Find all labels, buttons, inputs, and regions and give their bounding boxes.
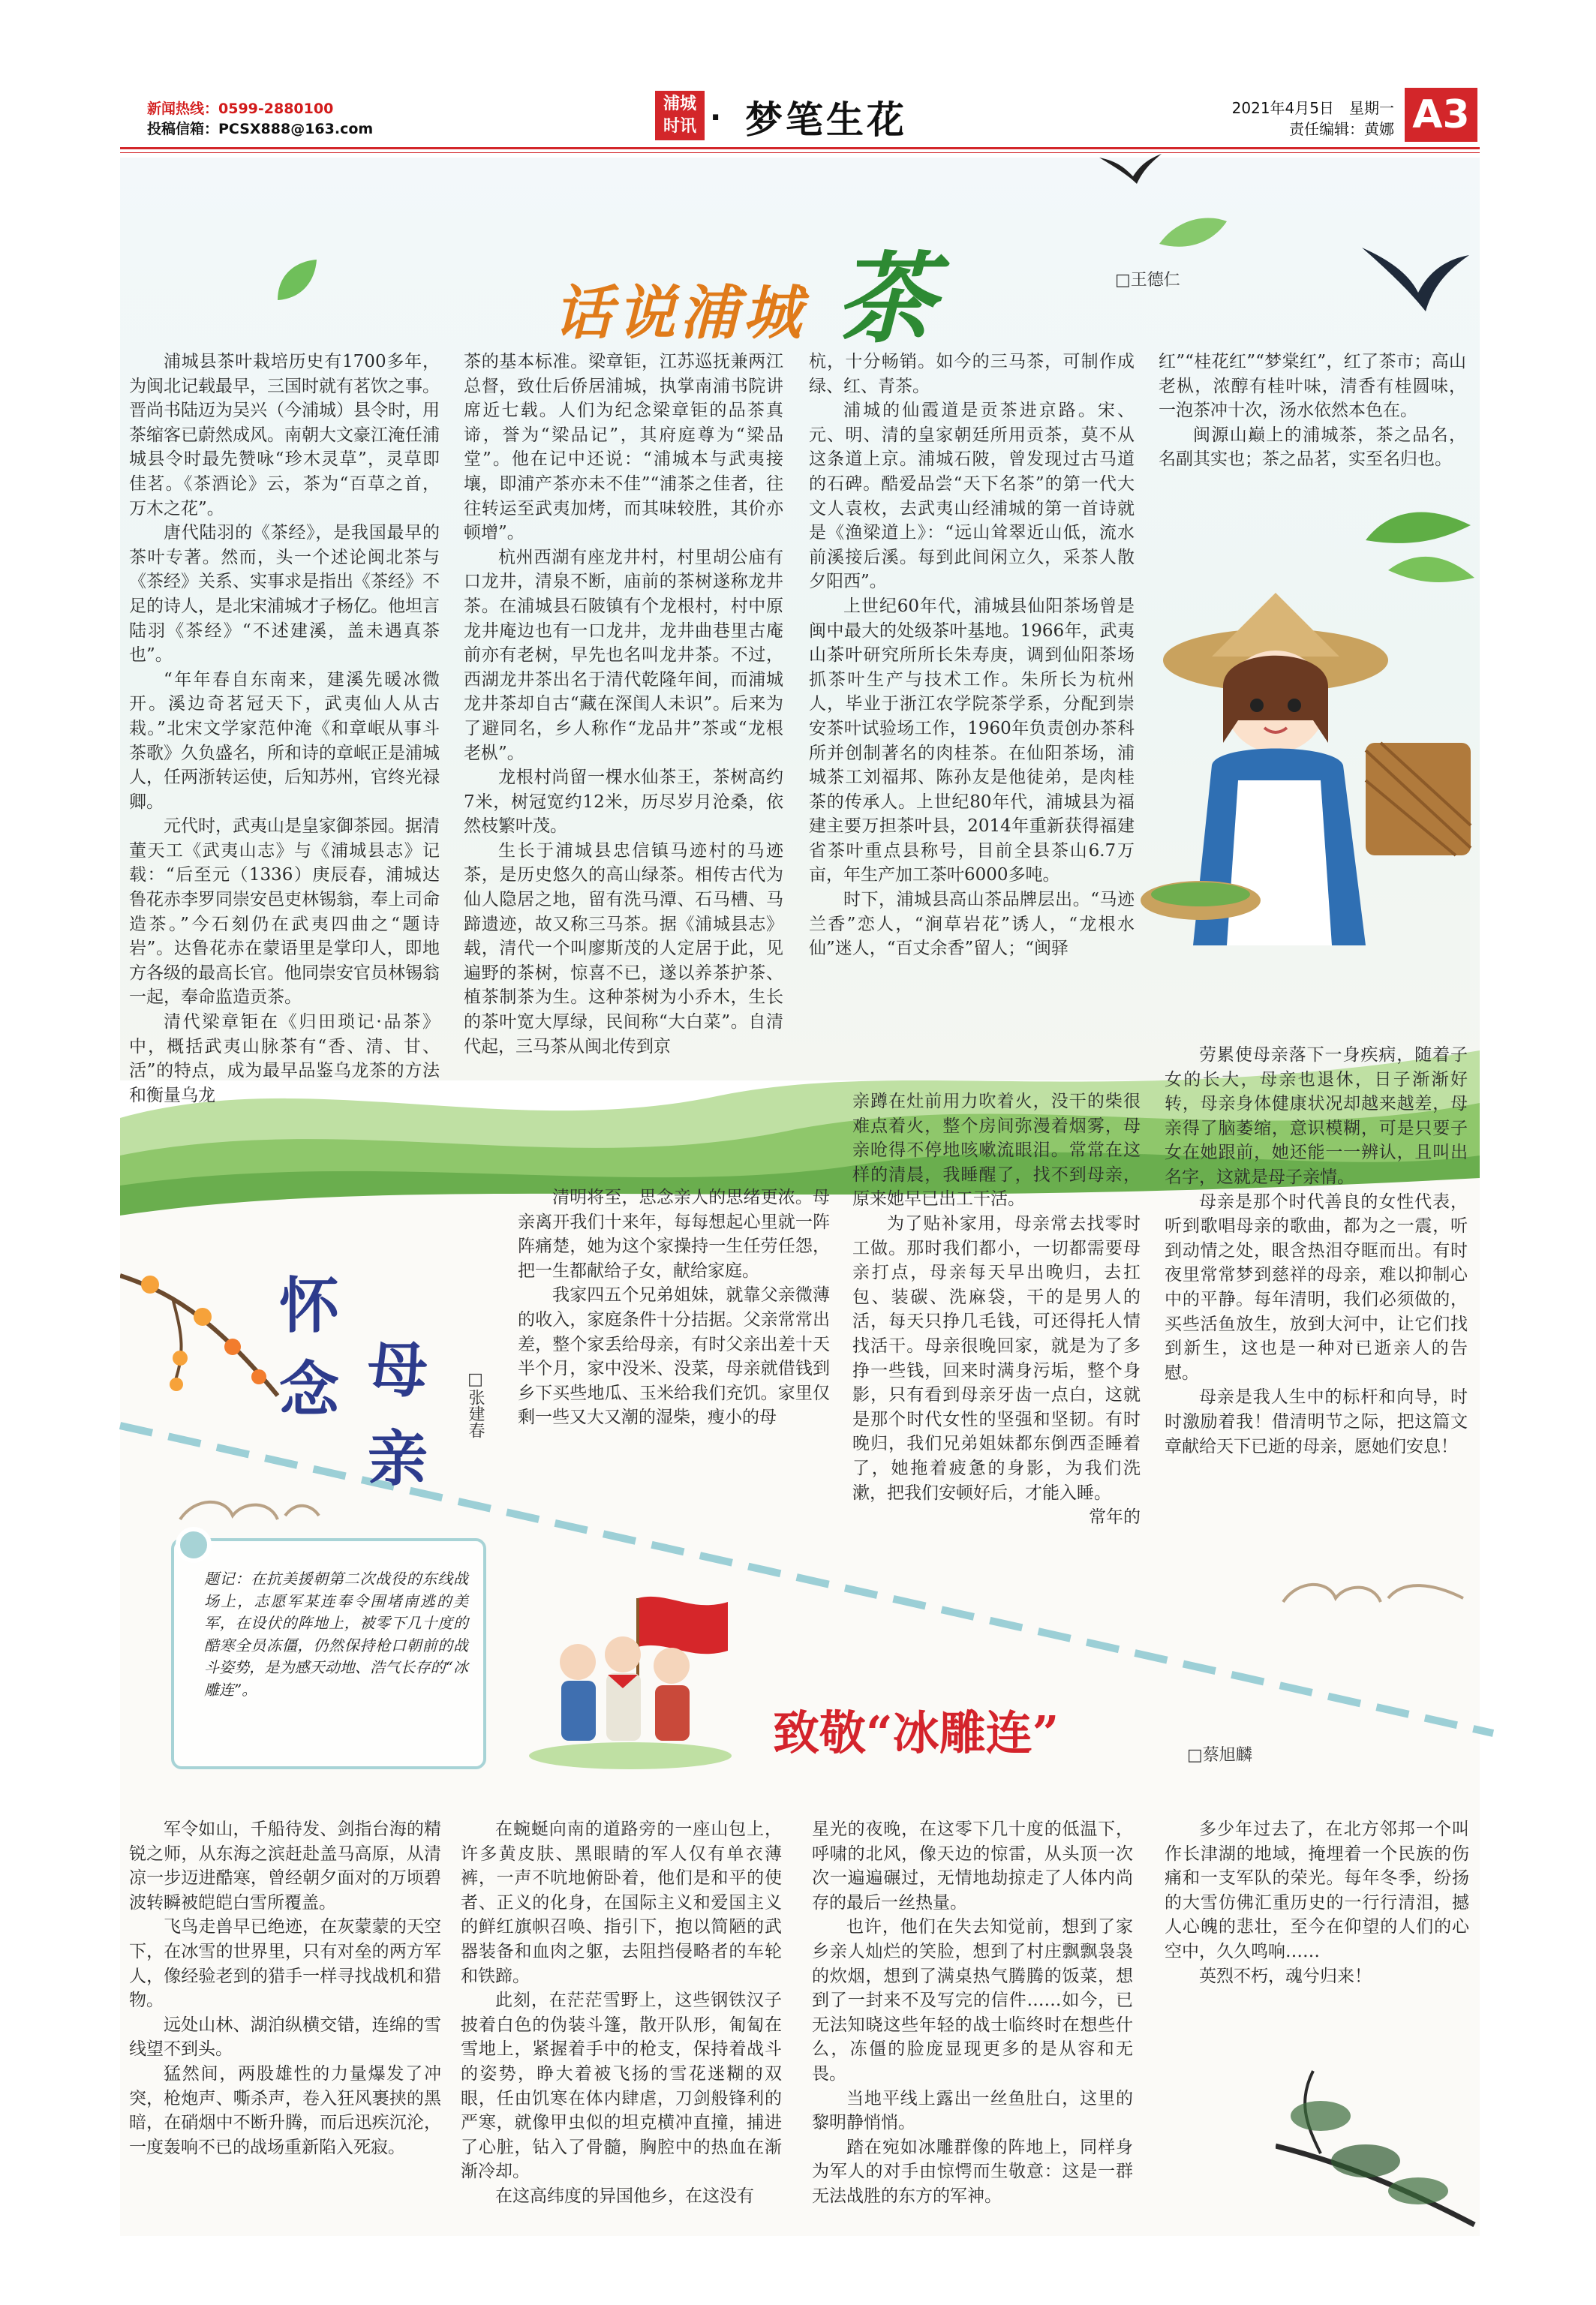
tea-article-byline: □王德仁: [1115, 271, 1180, 290]
ice-company-title: 致敬“冰雕连”: [773, 1705, 1059, 1760]
paragraph: 清代梁章钜在《归田琐记·品茶》中，概括武夷山脉茶有“香、清、甘、活”的特点，成为最早品鉴乌龙茶的方法和衡量乌龙: [129, 1012, 440, 1105]
paragraph: 星光的夜晚，在这零下几十度的低温下，呼啸的北风，像天边的惊雷，从头顶一次次一遍遍碾过，无情地劫掠走了人体内尚存的最后一丝热量。: [812, 1820, 1133, 1913]
paragraph: 英烈不朽，魂兮归来！: [1199, 1966, 1372, 1986]
brand-bottom: 时讯: [663, 117, 696, 136]
masthead-info: [1220, 98, 1394, 140]
paragraph: 军令如山，千船待发、剑指台海的精锐之师，从东海之滨赶赴盖马高原，从清凉一步迈进酷寒，曾经朝夕面对的万顷碧波转瞬被皑皑白雪所覆盖。: [129, 1820, 441, 1913]
paragraph: 清明将至，思念亲人的思绪更浓。母亲离开我们十来年，每每想起心里就一阵阵痛楚，她为这个家操持一生任劳任怨，把一生都献给子女，献给家庭。: [518, 1188, 830, 1281]
paragraph: 也许，他们在失去知觉前，想到了家乡亲人灿烂的笑脸，想到了村庄飘飘袅袅的炊烟，想到了满桌热气腾腾的饭菜，想到了一封来不及写完的信件……如今，已无法知晓这些年轻的战士临终时在想些什么，冻僵的脸庞显现更多的是从容和无畏。: [812, 1917, 1133, 2084]
paragraph: 猛然间，两股雄性的力量爆发了冲突，枪炮声、嘶杀声，卷入狂风裹挟的黑暗，在硝烟中不断升腾，而后迅疾沉沦，一度轰响不已的战场重新陷入死寂。: [129, 2063, 441, 2157]
paragraph: 龙根村尚留一棵水仙茶王，茶树高约7米，树冠宽约12米，历尽岁月沧桑，依然枝繁叶茂。: [464, 768, 783, 837]
title-text: 话说浦城: [554, 279, 807, 347]
paragraph: 红”“桂花红”“梦棠红”，红了茶市；高山老枞，浓醇有桂叶味，清香有桂圆味，一泡茶冲十次，汤水依然本色在。: [1159, 352, 1466, 421]
plum-blossom-branch-illustration: [120, 1246, 285, 1411]
paragraph: 浦城县茶叶栽培历史有1700多年，为闽北记载最早，三国时就有茗饮之事。晋尚书陆迈为吴兴（今浦城）县令时，用茶缩客已蔚然成风。南朝大文豪江淹任浦城县令时最先赞咏“珍木灵草”，灵草即佳茗。《茶酒论》云，茶为“百草之首，万木之花”。: [129, 352, 440, 518]
ice-column-3: [812, 1817, 1133, 2209]
ice-column-2: [461, 1817, 782, 2209]
paragraph: 闽源山巅上的浦城茶，茶之品名，名副其实也；茶之品茗，实至名归也。: [1159, 425, 1466, 470]
ice-column-4: [1165, 1817, 1469, 1988]
tea-article-title: [554, 219, 939, 362]
page-section-title: 梦笔生花: [745, 98, 907, 142]
masthead-rule-thin: [120, 152, 1480, 153]
tea-column-4: [1159, 350, 1466, 472]
tea-column-2: [464, 350, 783, 1059]
masthead-contact: [147, 99, 373, 140]
tea-column-3: [809, 350, 1135, 961]
mother-column-2: [852, 1089, 1141, 1530]
editor-line: 责任编辑：黄娜: [1289, 120, 1394, 138]
mother-title-char: 母: [368, 1335, 428, 1405]
epigraph-dot: [176, 1527, 212, 1563]
mother-title-char: 亲: [368, 1423, 428, 1494]
brand-top: 浦城: [663, 95, 696, 113]
paragraph: 劳累使母亲落下一身疾病，随着子女的长大，母亲也退休，日子渐渐好转，母亲身体健康状况却越来越差，母亲得了脑萎缩，意识模糊，可是只要子女在她跟前，她还能一一辨认，且叫出名字，这就是母子亲情。: [1165, 1045, 1468, 1187]
paragraph: 生长于浦城县忠信镇马迹村的马迹茶，是历史悠久的高山绿茶。相传古代为仙人隐居之地，留有洗马潭、石马槽、马蹄遗迹，故又称三马茶。据《浦城县志》载，清代一个叫廖斯茂的人定居于此，见遍野的茶树，惊喜不已，遂以养茶护茶、植茶制茶为生。这种茶树为小乔木，生长的茶叶宽大厚绿，民间称“大白菜”。自清代起，三马茶从闽北传到京: [464, 840, 783, 1056]
title-big-char: 茶: [836, 241, 940, 357]
mother-column-3: [1165, 1043, 1468, 1459]
issue-date: 2021年4月5日 星期一: [1231, 99, 1394, 117]
news-hotline: 新闻热线：0599-2880100: [147, 101, 334, 117]
cloud-ornament: [1276, 1564, 1471, 1617]
tea-picking-girl-illustration: [1141, 495, 1478, 960]
mother-column-1: [518, 1186, 830, 1430]
paragraph: 在蜿蜒向南的道路旁的一座山包上，许多黄皮肤、黑眼睛的军人仅有单衣薄裤，一声不吭地俯卧着，他们是和平的使者、正义的化身，在国际主义和爱国主义的鲜红旗帜召唤、指引下，抱以简陋的武器装备和血肉之躯，去阻挡侵略者的车轮和铁蹄。: [461, 1820, 782, 1986]
cloud-ornament: [173, 1486, 323, 1531]
tea-column-1: [129, 350, 440, 1107]
paragraph: “年年春自东南来，建溪先暖冰微开。溪边奇茗冠天下，武夷仙人从古栽。”北宋文学家范仲淹《和章岷从事斗茶歌》久负盛名，所和诗的章岷正是浦城人，任两浙转运使，后知苏州，官终光禄卿。: [129, 669, 440, 812]
paragraph: 多少年过去了，在北方邻邦一个叫作长津湖的地域，掩埋着一个民族的伤痛和一支军队的荣光。每年冬季，纷扬的大雪仿佛汇重历史的一行行清泪，撼人心魄的悲壮，至今在仰望的人们的心空中，久久鸣响……: [1165, 1820, 1469, 1961]
ice-column-1: [129, 1817, 441, 2159]
tea-leaf-icon: [1156, 210, 1231, 255]
young-pioneers-flag-illustration: [525, 1583, 735, 1771]
paragraph: 茶的基本标准。梁章钜，江苏巡抚兼两江总督，致仕后侨居浦城，执掌南浦书院讲席近七载。人们为纪念梁章钜的品茶真谛，誉为“梁品记”，其府庭尊为“梁品堂”。他在记中还说：“浦城本与武夷接壤，即浦产茶亦未不佳”“浦茶之佳者，往往转运至武夷加烤，而其味较胜，其价亦顿增”。: [464, 352, 783, 543]
paragraph: 杭州西湖有座龙井村，村里胡公庙有口龙井，清泉不断，庙前的茶树遂称龙井茶。在浦城县石陂镇有个龙根村，村中原龙井庵边也有一口龙井，龙井曲巷里古庵前亦有老树，早先也名叫龙井茶。不过，西湖龙井茶出名于清代乾隆年间，而浦城龙井茶却自古“藏在深闺人未识”。后来为了避同名，乡人称作“龙品井”茶或“龙根老枞”。: [464, 547, 783, 763]
masthead-rule: [120, 147, 1480, 149]
pine-branch-illustration: [1276, 2056, 1478, 2228]
tea-leaf-icon: [270, 255, 323, 308]
paragraph: 元代时，武夷山是皇家御茶园。据清董天工《武夷山志》与《浦城县志》记载：“后至元（1336）庚辰春，浦城达鲁花赤李罗同崇安邑吏林锡翁，奉上司命造茶。”今石刻仍在武夷四曲之“题诗岩”。达鲁花赤在蒙语里是掌印人，即地方各级的最高长官。他同崇安官员林锡翁一起，奉命监造贡茶。: [129, 816, 440, 1008]
paragraph: 唐代陆羽的《茶经》，是我国最早的茶叶专著。然而，头一个述论闽北茶与《茶经》关系、实事求是指出《茶经》不足的诗人，是北宋浦城才子杨亿。他坦言陆羽《茶经》“不述建溪，盖未遇真茶也”。: [129, 523, 440, 666]
paragraph: 常年的: [1089, 1507, 1141, 1528]
paragraph: 时下，浦城县高山茶品牌层出。“马迹兰香”恋人，“涧草岩花”诱人，“龙根水仙”迷人，“百丈余香”留人；“闽驿: [809, 890, 1135, 959]
paragraph: 母亲是那个时代善良的女性代表，听到歌唱母亲的歌曲，都为之一震，听到动情之处，眼含热泪夺眶而出。有时夜里常常梦到慈祥的母亲，难以抑制心中的平静。每年清明，我们必须做的，买些活鱼放生，放到大河中，让它们找到新生，这也是一种对已逝亲人的告慰。: [1165, 1192, 1468, 1383]
paragraph: 当地平线上露出一丝鱼肚白，这里的黎明静悄悄。: [812, 2088, 1133, 2133]
paragraph: 为了贴补家用，母亲常去找零时工做。那时我们都小，一切都需要母亲打点，母亲每天早出晚归，去扛包、装碳、洗麻袋，干的是男人的活，每天只挣几毛钱，可还得托人情找活干。母亲很晚回家，就是为了多挣一些钱，回来时满身污垢，整个身影，只有看到母亲牙齿一点白，这就是那个时代女性的坚强和坚韧。有时晚归，我们兄弟姐妹都东倒西歪睡着了，她拖着疲惫的身影，为我们洗漱，把我们安顿好后，才能入睡。: [852, 1213, 1141, 1503]
title-dot: ·: [710, 101, 722, 135]
epigraph-text: 题记：在抗美援朝第二次战役的东线战场上，志愿军某连奉令围堵南逃的美军，在设伏的阵地上，被零下几十度的酷寒全员冻僵，仍然保持枪口朝前的战斗姿势，是为感天动地、浩气长存的“冰雕连”。: [204, 1570, 468, 1699]
paragraph: 此刻，在茫茫雪野上，这些钢铁汉子披着白色的伪装斗篷，散开队形，匍匐在雪地上，紧握着手中的枪支，保持着战斗的姿势，睁大着被飞扬的雪花迷糊的双眼，任由饥寒在体内肆虐，刀剑般锋利的严寒，就像甲虫似的坦克横冲直撞，捕进了心脏，钻入了骨髓，胸腔中的热血在渐渐冷却。: [461, 1991, 782, 2182]
swallow-icon: [1096, 143, 1163, 188]
paragraph: 我家四五个兄弟姐妹，就靠父亲微薄的收入，家庭条件十分拮据。父亲常常出差，整个家丢给母亲，有时父亲出差十天半个月，家中没米、没菜，母亲就借钱到乡下买些地瓜、玉米给我们充饥。家里仅剩一些又大又潮的湿柴，瘦小的母: [518, 1285, 830, 1428]
mother-title-char: 怀: [279, 1270, 339, 1341]
paragraph: 杭，十分畅销。如今的三马茶，可制作成绿、红、青茶。: [809, 352, 1135, 396]
swallow-icon: [1358, 240, 1471, 315]
mother-article-byline: □张建春: [466, 1370, 485, 1438]
submission-email: 投稿信箱：PCSX888@163.com: [147, 121, 374, 137]
paragraph: 飞鸟走兽早已绝迹，在灰蒙蒙的天空下，在冰雪的世界里，只有对垒的两方军人，像经验老到的猎手一样寻找战机和猎物。: [129, 1917, 441, 2011]
paragraph: 在这高纬度的异国他乡，在这没有: [495, 2186, 754, 2206]
paragraph: 踏在宛如冰雕群像的阵地上，同样身为军人的对手由惊愕而生敬意：这是一群无法战胜的东方的军神。: [812, 2137, 1133, 2206]
paragraph: 浦城的仙霞道是贡茶进京路。宋、元、明、清的皇家朝廷所用贡茶，莫不从这条道上京。浦城石陂，曾发现过古马道的石碑。酷爱品尝“天下名茶”的第一代大文人袁枚，去武夷山经浦城的第一首诗就是《渔梁道上》：“远山耸翠近山低，流水前溪接后溪。每到此间闲立久，采茶人散夕阳西”。: [809, 401, 1135, 592]
paragraph: 母亲是我人生中的标杆和向导，时时激励着我！借清明节之际，把这篇文章献给天下已逝的母亲，愿她们安息！: [1165, 1387, 1468, 1456]
page-number-badge: A3: [1405, 88, 1477, 142]
newspaper-brand-logo: [655, 91, 705, 140]
paragraph: 亲蹲在灶前用力吹着火，没干的柴很难点着火，整个房间弥漫着烟雾，母亲呛得不停地咳嗽流眼泪。常常在这样的清晨，我睡醒了，找不到母亲，原来她早已出工干活。: [852, 1092, 1141, 1210]
mother-title-char: 念: [279, 1354, 339, 1425]
paragraph: 上世纪60年代，浦城县仙阳茶场曾是闽中最大的处级茶叶基地。1966年，武夷山茶叶研究所所长朱寿庚，调到仙阳茶场抓茶叶生产与技术工作。朱所长为杭州人，毕业于浙江农学院茶学系，分配到崇安茶叶试验场工作，1960年负责创办茶科所并创制著名的肉桂茶。在仙阳茶场，浦城茶工刘福邦、陈孙友是他徒弟，是肉桂茶的传承人。上世纪80年代，浦城县为福建主要万担茶叶县，2014年重新获得福建省茶叶重点县称号，目前全县茶山6.7万亩，年生产加工茶叶6000多吨。: [809, 596, 1135, 885]
paragraph: 远处山林、湖泊纵横交错，连绵的雪线望不到头。: [129, 2015, 441, 2060]
ice-company-byline: □蔡旭麟: [1187, 1746, 1252, 1765]
